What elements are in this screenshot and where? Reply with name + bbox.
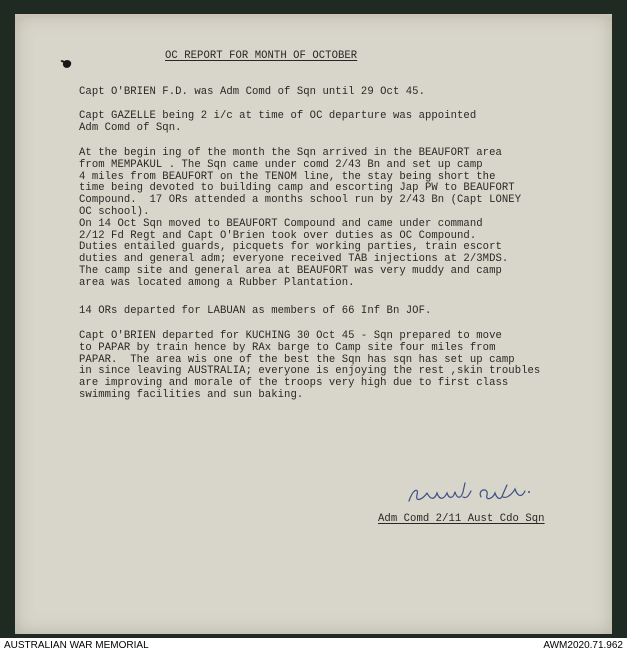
handwritten-signature (405, 479, 535, 509)
paragraph-adm-comd: Capt O'BRIEN F.D. was Adm Comd of Sqn until 29 Oct 45. (79, 86, 425, 98)
paragraph-gazelle: Capt GAZELLE being 2 i/c at time of OC departure was appointed Adm Comd of Sqn. (79, 110, 477, 134)
paragraph-labuan: 14 ORs departed for LABUAN as members of 66 Inf Bn JOF. (79, 305, 432, 317)
signature-caption: Adm Comd 2/11 Aust Cdo Sqn (378, 513, 545, 525)
paragraph-beaufort: At the begin ing of the month the Sqn arrived in the BEAUFORT area from MEMPAKUL . The Sqn came under comd 2/43 Bn and set up camp 4 miles from BEAUFORT on the TENOM line, the stay being short the time being devoted to building camp and escorting Jap PW to BEAUFORT Compound. 17 ORs attended a months school run by 2/43 Bn (Capt LONEY OC school). On 14 Oct Sqn moved to BEAUFORT Compound and came under command 2/12 Fd Regt and Capt O'Brien took over duties as OC Compound. Duties entailed guards, picquets for working parties, train escort duties and general adm; everyone received TAB injections at 2/3MDS. The camp site and general area at BEAUFORT was very muddy and camp area was located among a Rubber Plantation. (79, 147, 522, 289)
paragraph-kuching: Capt O'BRIEN departed for KUCHING 30 Oct 45 - Sqn prepared to move to PAPAR by train hence by RAx barge to Camp site four miles from PAPAR. The area wis one of the best the Sqn has sqn has set up camp in since leaving AUSTRALIA; everyone is enjoying the rest ,skin troubles are improving and morale of the troops very high due to first class swimming facilities and sun baking. (79, 330, 541, 401)
paper-edge (15, 14, 612, 17)
footer-catalog-id: AWM2020.71.962 (543, 640, 623, 651)
document-paper (15, 14, 612, 634)
report-title: OC REPORT FOR MONTH OF OCTOBER (165, 50, 358, 62)
footer-institution: AUSTRALIAN WAR MEMORIAL (4, 640, 149, 651)
